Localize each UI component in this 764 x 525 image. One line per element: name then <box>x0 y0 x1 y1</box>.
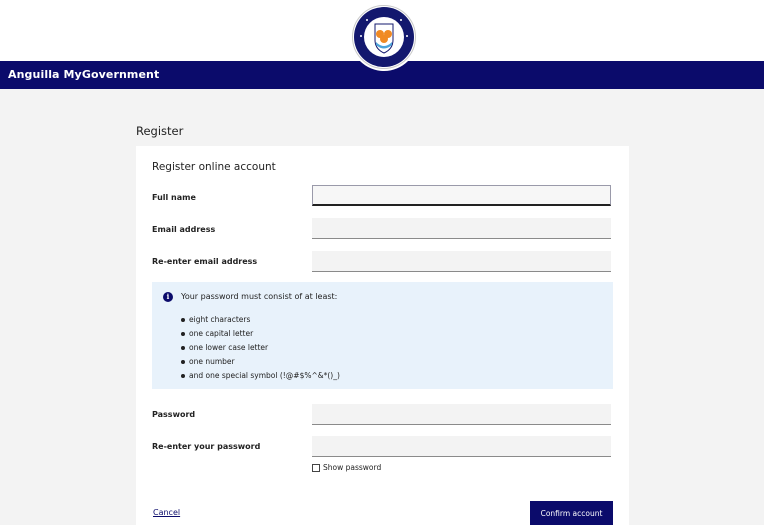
full-name-input[interactable] <box>312 185 611 206</box>
password-rules-list <box>181 313 340 383</box>
password-rule: and one special symbol (!@#$%^&*()_) <box>181 369 340 383</box>
show-password-checkbox[interactable] <box>312 464 320 472</box>
form-title: Register online account <box>152 161 276 173</box>
password-rule: eight characters <box>181 313 340 327</box>
password-confirm-input[interactable] <box>312 436 611 457</box>
password-requirements-box <box>152 282 613 389</box>
password-input[interactable] <box>312 404 611 425</box>
register-card <box>136 146 629 525</box>
government-crest-icon[interactable] <box>349 2 419 72</box>
full-name-label: Full name <box>152 193 196 202</box>
info-icon: i <box>163 292 173 302</box>
email-confirm-label: Re-enter email address <box>152 257 258 266</box>
brand-title[interactable]: Anguilla MyGovernment <box>8 68 160 81</box>
page-title: Register <box>136 124 184 138</box>
email-input[interactable] <box>312 218 611 239</box>
password-label: Password <box>152 410 196 419</box>
password-rule: one number <box>181 355 340 369</box>
password-rule: one capital letter <box>181 327 340 341</box>
password-confirm-label: Re-enter your password <box>152 442 261 451</box>
password-requirements-intro: Your password must consist of at least: <box>181 292 338 301</box>
confirm-account-button[interactable]: Confirm account <box>530 501 613 525</box>
show-password-toggle[interactable] <box>312 463 381 472</box>
email-label: Email address <box>152 225 216 234</box>
show-password-label: Show password <box>323 463 382 472</box>
password-rule: one lower case letter <box>181 341 340 355</box>
cancel-link[interactable]: Cancel <box>153 508 181 517</box>
email-confirm-input[interactable] <box>312 251 611 272</box>
